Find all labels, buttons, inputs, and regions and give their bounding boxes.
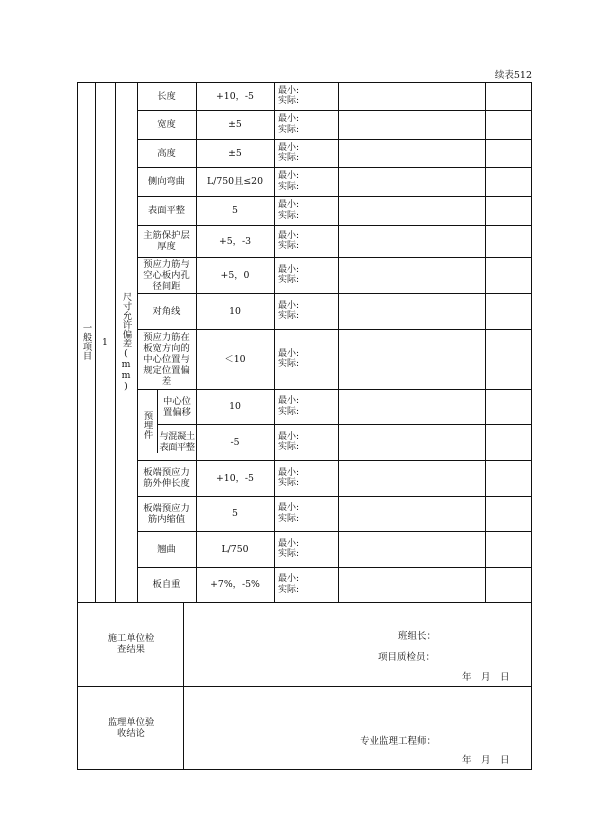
item-name: 板自重 [152,579,181,590]
min-label: 最小: [278,503,300,513]
item-name: 表面平整 [147,205,186,216]
item-name: 与混凝土表面平整 [159,431,195,453]
min-label: 最小: [278,396,300,406]
min-label: 最小: [278,348,300,359]
item-name: 侧向弯曲 [147,176,186,187]
allowed-deviation: +7%，-5% [210,579,260,590]
allowed-deviation: L/750且≤20 [207,176,263,187]
col-divider [274,82,275,602]
item-name: 预应力筋在板宽方向的中心位置与规定位置偏差 [143,331,190,387]
actual-label: 实际: [278,513,300,524]
allowed-deviation: 5 [232,508,238,519]
measured-values [276,329,338,389]
item-name: 对角线 [152,305,181,317]
measured-values [276,110,338,139]
min-label: 最小: [278,431,300,442]
measured-values [276,531,338,567]
item-name: 高度 [157,147,176,159]
construction-date: 年 月 日 [462,672,510,683]
measured-values [276,496,338,531]
allowed-deviation: 5 [232,205,238,216]
measured-values [276,424,338,460]
item-name: 板端预应力筋内缩值 [143,502,190,525]
allowed-deviation: +10，-5 [216,90,254,102]
min-label: 最小: [278,85,300,96]
team-leader-signature: 班组长： [398,631,437,642]
actual-label: 实际: [278,96,300,106]
min-label: 最小: [278,264,300,275]
actual-label: 实际: [278,442,300,452]
measured-values [276,389,338,424]
allowed-deviation: 10 [229,401,241,412]
measured-values [276,293,338,329]
item-name: 主筋保护层厚度 [143,230,190,252]
actual-label: 实际: [278,406,300,417]
construction-check-label: 施工单位检查结果 [107,633,155,655]
item-number: 1 [102,336,108,348]
actual-label: 实际: [278,359,300,369]
embedded-parts-label: 预埋件 [141,410,153,439]
measured-values [276,82,338,110]
actual-label: 实际: [278,584,300,595]
supervision-acceptance-label: 监理单位验收结论 [107,717,155,739]
measured-values [276,139,338,167]
min-label: 最小: [278,142,300,153]
col-divider [338,82,339,602]
supervision-date: 年 月 日 [462,755,510,766]
item-name: 宽度 [157,119,176,130]
actual-label: 实际: [278,275,300,285]
col-divider [485,82,486,602]
actual-label: 实际: [278,210,300,221]
allowed-deviation: -5 [230,436,240,448]
allowed-deviation: +10，-5 [216,472,254,484]
item-name: 翘曲 [157,543,176,555]
general-items-label: 一般项目 [80,323,92,361]
allowed-deviation: 10 [229,305,241,317]
min-label: 最小: [278,171,300,181]
measured-values [276,196,338,225]
allowed-deviation: ±5 [228,147,242,159]
min-label: 最小: [278,200,300,210]
item-name: 长度 [157,90,176,102]
measured-values [276,167,338,196]
allowed-deviation: ±5 [228,119,242,130]
min-label: 最小: [278,467,300,478]
min-label: 最小: [278,230,300,241]
min-label: 最小: [278,574,300,584]
actual-label: 实际: [278,311,300,321]
actual-label: 实际: [278,478,300,488]
inspector-signature: 项目质检员： [378,652,436,663]
col-divider [137,82,138,602]
measured-values [276,567,338,602]
continuation-label: 续表512 [494,70,532,81]
actual-label: 实际: [278,181,300,192]
actual-label: 实际: [278,124,300,135]
min-label: 最小: [278,300,300,311]
actual-label: 实际: [278,241,300,251]
measured-values [276,257,338,293]
measured-values [276,460,338,496]
item-name: 预应力筋与空心板内孔径间距 [143,258,190,292]
actual-label: 实际: [278,549,300,559]
dimension-tolerance-label: 尺寸允许偏差(mm) [120,292,132,392]
allowed-deviation: +5，0 [220,269,250,281]
allowed-deviation: L/750 [221,543,249,555]
supervising-engineer-signature: 专业监理工程师： [360,736,437,747]
measured-values [276,225,338,257]
min-label: 最小: [278,538,300,549]
item-name: 中心位置偏移 [163,395,191,418]
allowed-deviation: +5，-3 [218,235,252,247]
allowed-deviation: ＜10 [224,353,246,365]
item-name: 板端预应力筋外伸长度 [143,467,190,489]
min-label: 最小: [278,114,300,124]
actual-label: 实际: [278,153,300,163]
